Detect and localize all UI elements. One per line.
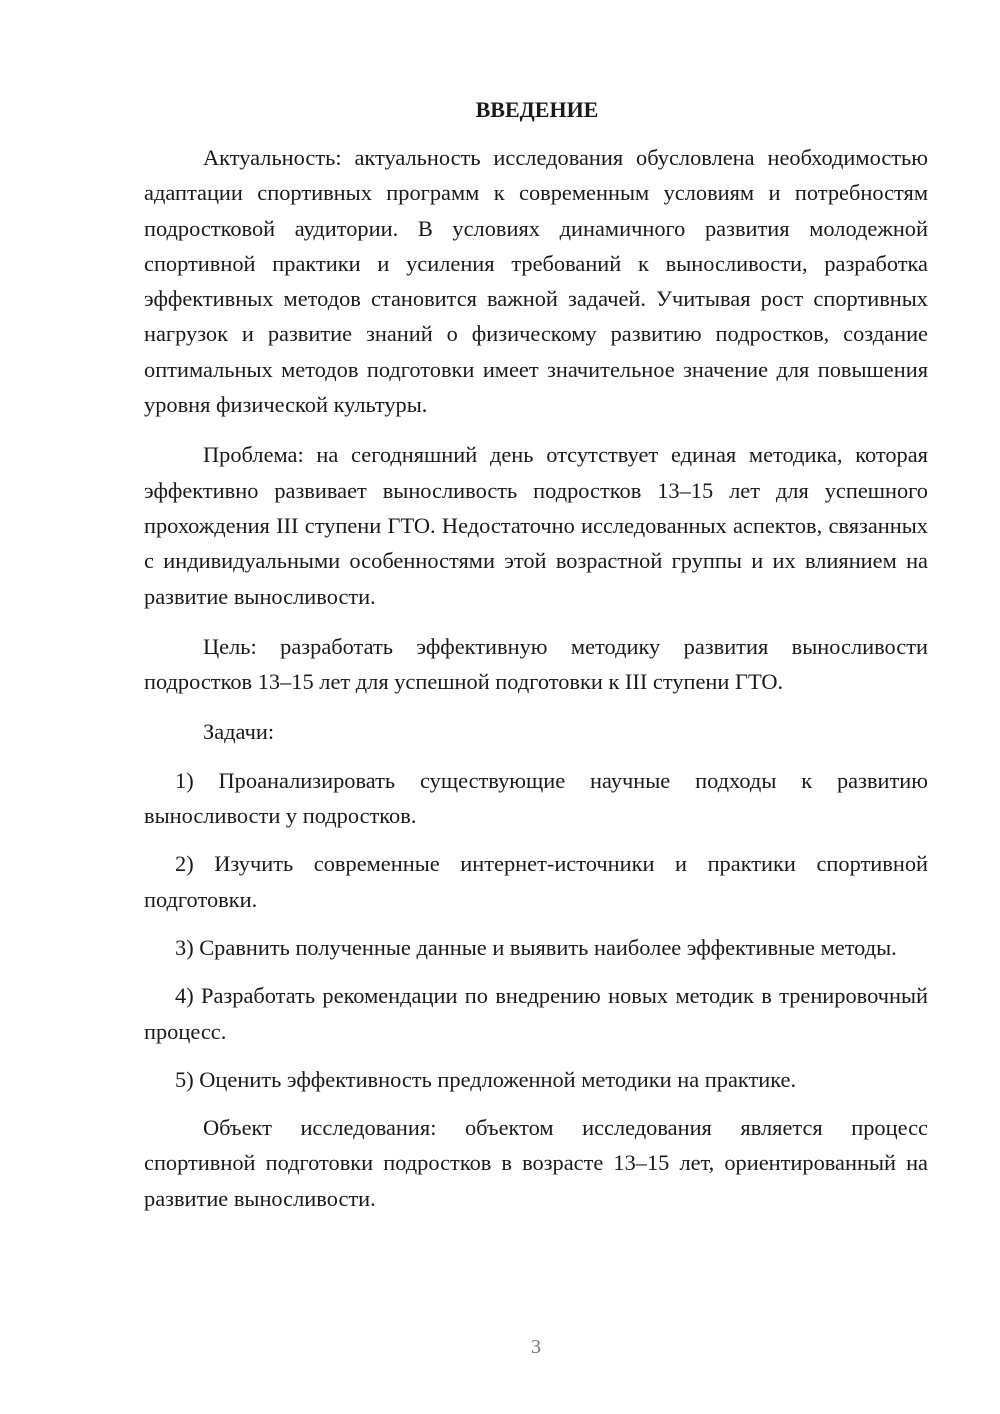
task-item-4: 4) Разработать рекомендации по внедрению новых методик в тренировочный процесс.: [144, 983, 928, 1044]
relevance-paragraph: Актуальность: актуальность исследования обусловлена необходимостью адаптации спортивных программ к современным условиям и потребностям подростковой аудитории. В условиях динамичного развития молодежной спортивной практики и усиления требований к выносливости, разработка эффективных методов становится важной задачей. Учитывая рост спортивных нагрузок и развитие знаний о физическому развитию подростков, создание оптимальных методов подготовки имеет значительное значение для повышения уровня физической культуры.: [144, 145, 928, 418]
goal-paragraph: Цель: разработать эффективную методику развития выносливости подростков 13–15 лет для успешной подготовки к III ступени ГТО.: [144, 633, 928, 695]
task-item-3: 3) Сравнить полученные данные и выявить наиболее эффективные методы.: [175, 934, 897, 960]
task-item-2: 2) Изучить современные интернет-источники и практики спортивной подготовки.: [144, 851, 928, 912]
object-paragraph: Объект исследования: объектом исследования является процесс спортивной подготовки подростков в возрасте 13–15 лет, ориентированный на развитие выносливости.: [144, 1115, 928, 1211]
section-title: ВВЕДЕНИЕ: [475, 97, 599, 122]
page-body: [144, 96, 928, 1216]
page-number: 3: [531, 1336, 541, 1358]
task-item-1: 1) Проанализировать существующие научные подходы к развитию выносливости у подростков.: [144, 767, 928, 829]
tasks-heading: Задачи:: [203, 719, 275, 745]
problem-paragraph: Проблема: на сегодняшний день отсутствует единая методика, которая эффективно развивает выносливость подростков 13–15 лет для успешного прохождения III ступени ГТО. Недостаточно исследованных аспектов, связанных с индивидуальными особенностями этой возрастной группы и их влиянием на развитие выносливости.: [144, 442, 928, 609]
task-item-5: 5) Оценить эффективность предложенной методики на практике.: [175, 1066, 797, 1092]
